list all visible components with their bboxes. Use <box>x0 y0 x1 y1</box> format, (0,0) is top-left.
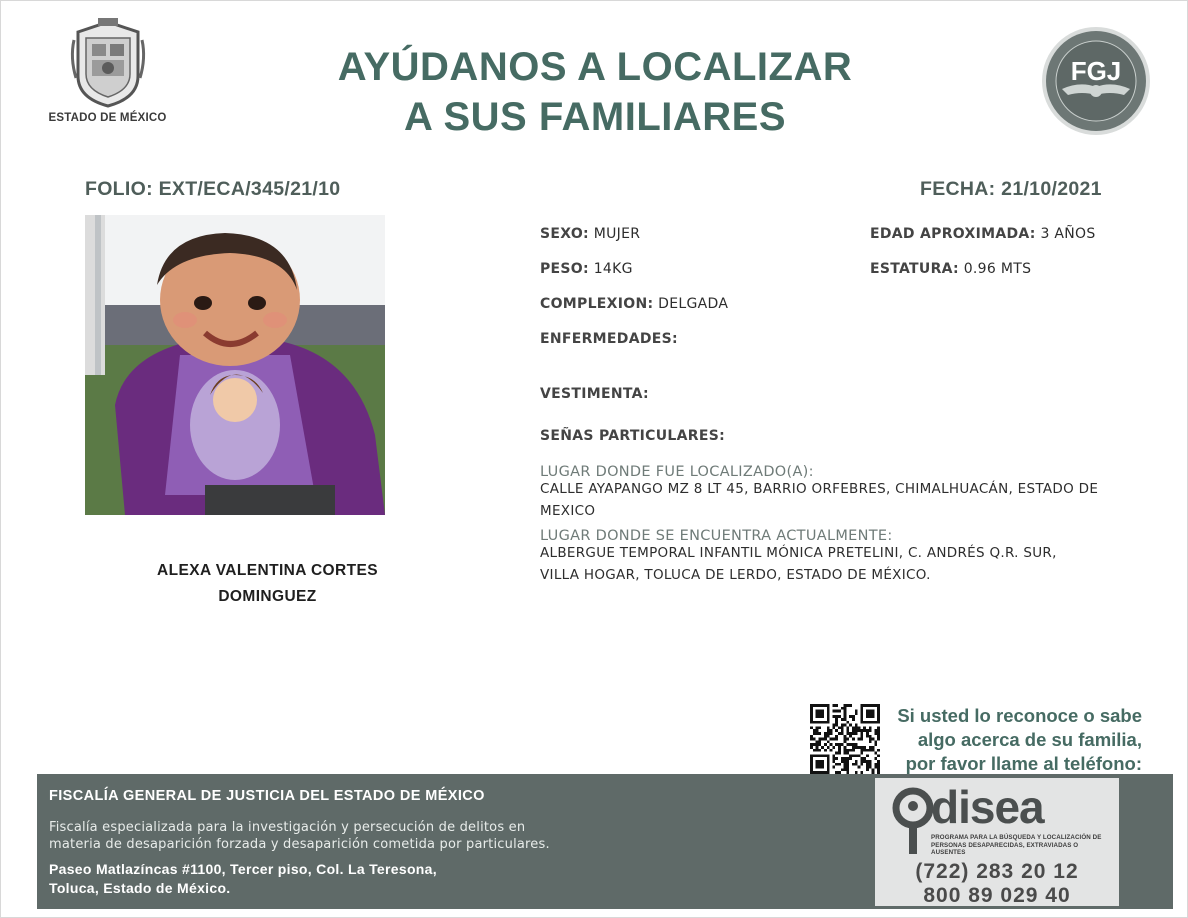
title-line-2: A SUS FAMILIARES <box>403 95 787 139</box>
odisea-logo-text: disea <box>931 781 1044 833</box>
current-place-title: LUGAR DONDE SE ENCUENTRA ACTUALMENTE: <box>540 528 893 544</box>
fgj-logo-text: FGJ <box>1070 56 1122 86</box>
contact-message <box>880 704 1142 776</box>
footer-desc-line-2: materia de desaparición forzada y desaparición cometida por particulares. <box>49 837 550 852</box>
field-peso-value: 14KG <box>593 261 633 277</box>
footer-desc-line-1: Fiscalía especializada para la investigación y persecución de delitos en <box>49 820 526 835</box>
field-edad <box>870 226 1096 242</box>
field-peso-label: PESO: <box>540 261 589 277</box>
fgj-logo <box>1040 25 1152 137</box>
contact-line-1: Si usted lo reconoce o sabe <box>897 705 1142 726</box>
footer-address-line-1: Paseo Matlazíncas #1100, Tercer piso, Col. La Teresona, <box>49 861 437 877</box>
field-vestimenta <box>540 386 649 402</box>
current-place-line-1: ALBERGUE TEMPORAL INFANTIL MÓNICA PRETELINI, C. ANDRÉS Q.R. SUR, <box>540 545 1057 561</box>
field-complexion <box>540 296 728 312</box>
title-line-1: AYÚDANOS A LOCALIZAR <box>337 45 853 89</box>
footer-address <box>49 860 609 898</box>
current-place-line-2: VILLA HOGAR, TOLUCA DE LERDO, ESTADO DE MÉXICO. <box>540 567 931 583</box>
field-complexion-value: DELGADA <box>658 296 729 312</box>
footer-description <box>49 819 669 853</box>
footer-address-line-2: Toluca, Estado de México. <box>49 880 231 896</box>
person-photo <box>85 215 385 515</box>
field-edad-label: EDAD APROXIMADA: <box>870 226 1036 242</box>
field-sexo <box>540 226 640 242</box>
field-enfermedades-label: ENFERMEDADES: <box>540 331 678 347</box>
phone-number-1: (722) 283 20 12 <box>915 860 1079 883</box>
field-vestimenta-label: VESTIMENTA: <box>540 386 649 402</box>
field-estatura-value: 0.96 MTS <box>963 261 1032 277</box>
field-peso <box>540 261 633 277</box>
person-name-line-2: DOMINGUEZ <box>218 588 317 605</box>
field-enfermedades <box>540 331 678 347</box>
phone-number-2: 800 89 029 40 <box>923 884 1071 907</box>
field-estatura <box>870 261 1031 277</box>
state-logo <box>40 18 175 130</box>
folio: FOLIO: EXT/ECA/345/21/10 <box>85 178 341 200</box>
fecha: FECHA: 21/10/2021 <box>920 178 1102 200</box>
footer <box>37 774 1173 909</box>
odisea-location-pin-icon <box>891 786 935 856</box>
contact-line-2: algo acerca de su familia, <box>917 729 1142 750</box>
found-place-title: LUGAR DONDE FUE LOCALIZADO(A): <box>540 464 814 480</box>
page-title <box>270 42 920 142</box>
field-complexion-label: COMPLEXION: <box>540 296 654 312</box>
qr-code-icon <box>810 704 880 774</box>
footer-title: FISCALÍA GENERAL DE JUSTICIA DEL ESTADO DE MÉXICO <box>49 788 485 804</box>
person-name-line-1: ALEXA VALENTINA CORTES <box>157 562 378 579</box>
field-estatura-label: ESTATURA: <box>870 261 959 277</box>
odisea-subtitle: PROGRAMA PARA LA BÚSQUEDA Y LOCALIZACIÓN DE PERSONAS DESAPARECIDAS, EXTRAVIADAS O AUSENTES <box>931 834 1102 856</box>
current-place-text <box>540 542 1140 586</box>
contact-line-3: por favor llame al teléfono: <box>905 753 1142 774</box>
state-logo-text: ESTADO DE MÉXICO <box>48 112 167 124</box>
state-coat-of-arms-icon <box>68 18 148 108</box>
field-sexo-value: MUJER <box>593 226 641 242</box>
field-edad-value: 3 AÑOS <box>1040 226 1096 242</box>
field-senas <box>540 428 725 444</box>
found-place-text: CALLE AYAPANGO MZ 8 LT 45, BARRIO ORFEBRES, CHIMALHUACÁN, ESTADO DE MEXICO <box>540 481 1099 519</box>
odisea-panel <box>875 778 1119 906</box>
field-senas-label: SEÑAS PARTICULARES: <box>540 428 725 444</box>
field-sexo-label: SEXO: <box>540 226 589 242</box>
person-name <box>110 558 425 610</box>
